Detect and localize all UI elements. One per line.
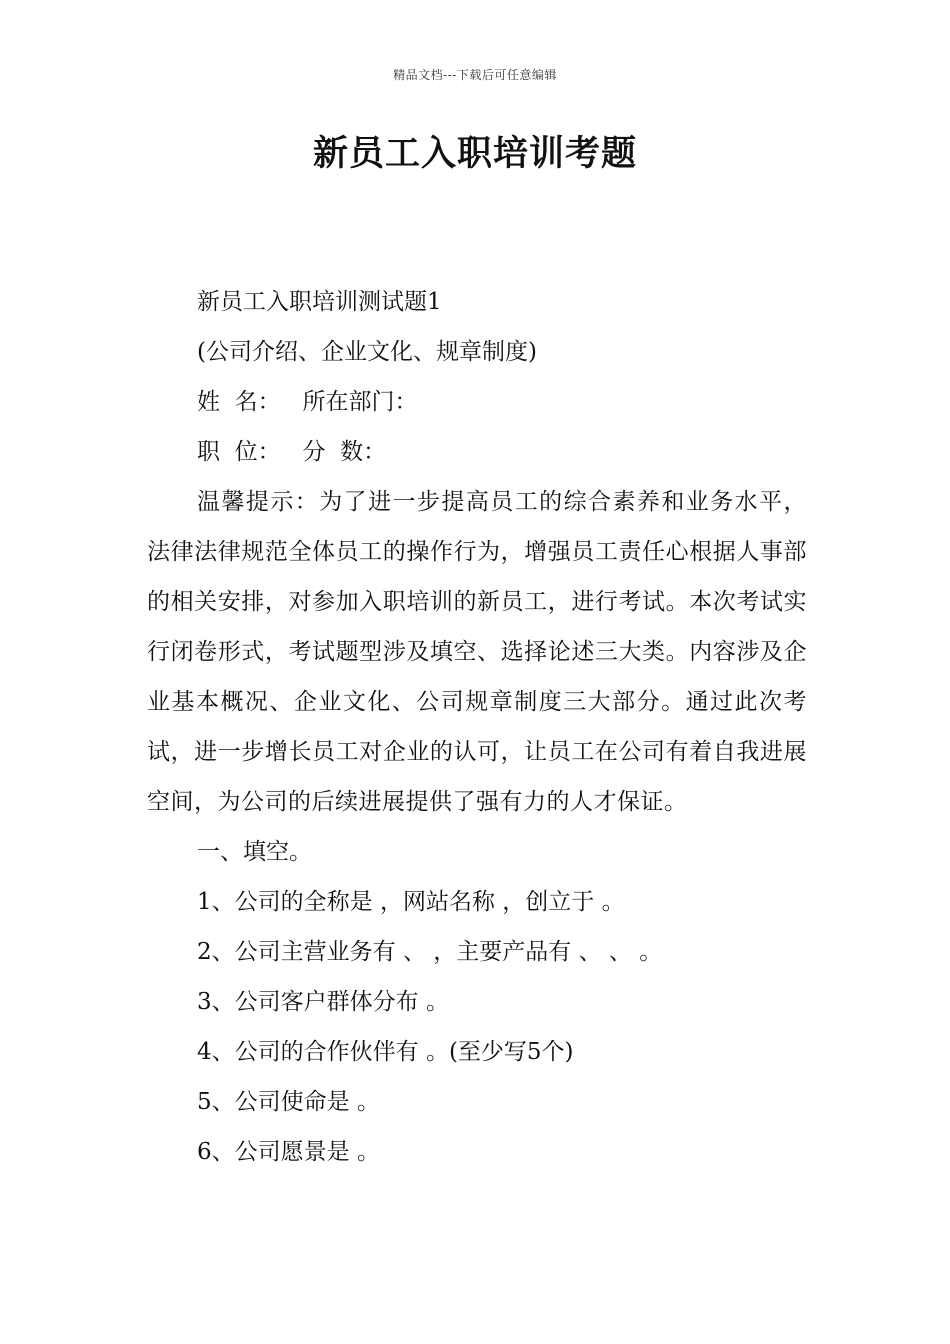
question-item: 4、公司的合作伙伴有 。(至少写5个) (197, 1039, 574, 1065)
section-title: 一、填空。 (197, 839, 312, 865)
question-item: 1、公司的全称是 ，网站名称 ，创立于 。 (197, 889, 625, 915)
question-item: 3、公司客户群体分布 。 (197, 989, 449, 1015)
question-item: 6、公司愿景是 。 (197, 1139, 380, 1165)
notice-paragraph: 温馨提示：为了进一步提高员工的综合素养和业务水平，法律法律规范全体员工的操作行为，增强员工责任心根据人事部的相关安排，对参加入职培训的新员工，进行考试。本次考试实行闭卷形式，考试题型涉及填空、选择论述三大类。内容涉及企业基本概况、企业文化、公司规章制度三大部分。通过此次考试，进一步增长员工对企业的认可，让员工在公司有着自我进展空间，为公司的后续进展提供了强有力的人才保证。 (147, 489, 807, 815)
name-department-line: 姓 名： 所在部门： (197, 389, 418, 415)
test-subtitle: 新员工入职培训测试题1 (197, 289, 442, 315)
document-body (147, 277, 807, 1177)
document-title: 新员工入职培训考题 (312, 134, 637, 174)
question-item: 5、公司使命是 。 (197, 1089, 380, 1115)
header-note: 精品文档---下载后可任意编辑 (393, 68, 557, 82)
question-item: 2、公司主营业务有 、 ，主要产品有 、 、 。 (197, 939, 663, 965)
test-scope: (公司介绍、企业文化、规章制度) (197, 339, 537, 365)
position-score-line: 职 位： 分 数： (197, 439, 387, 465)
